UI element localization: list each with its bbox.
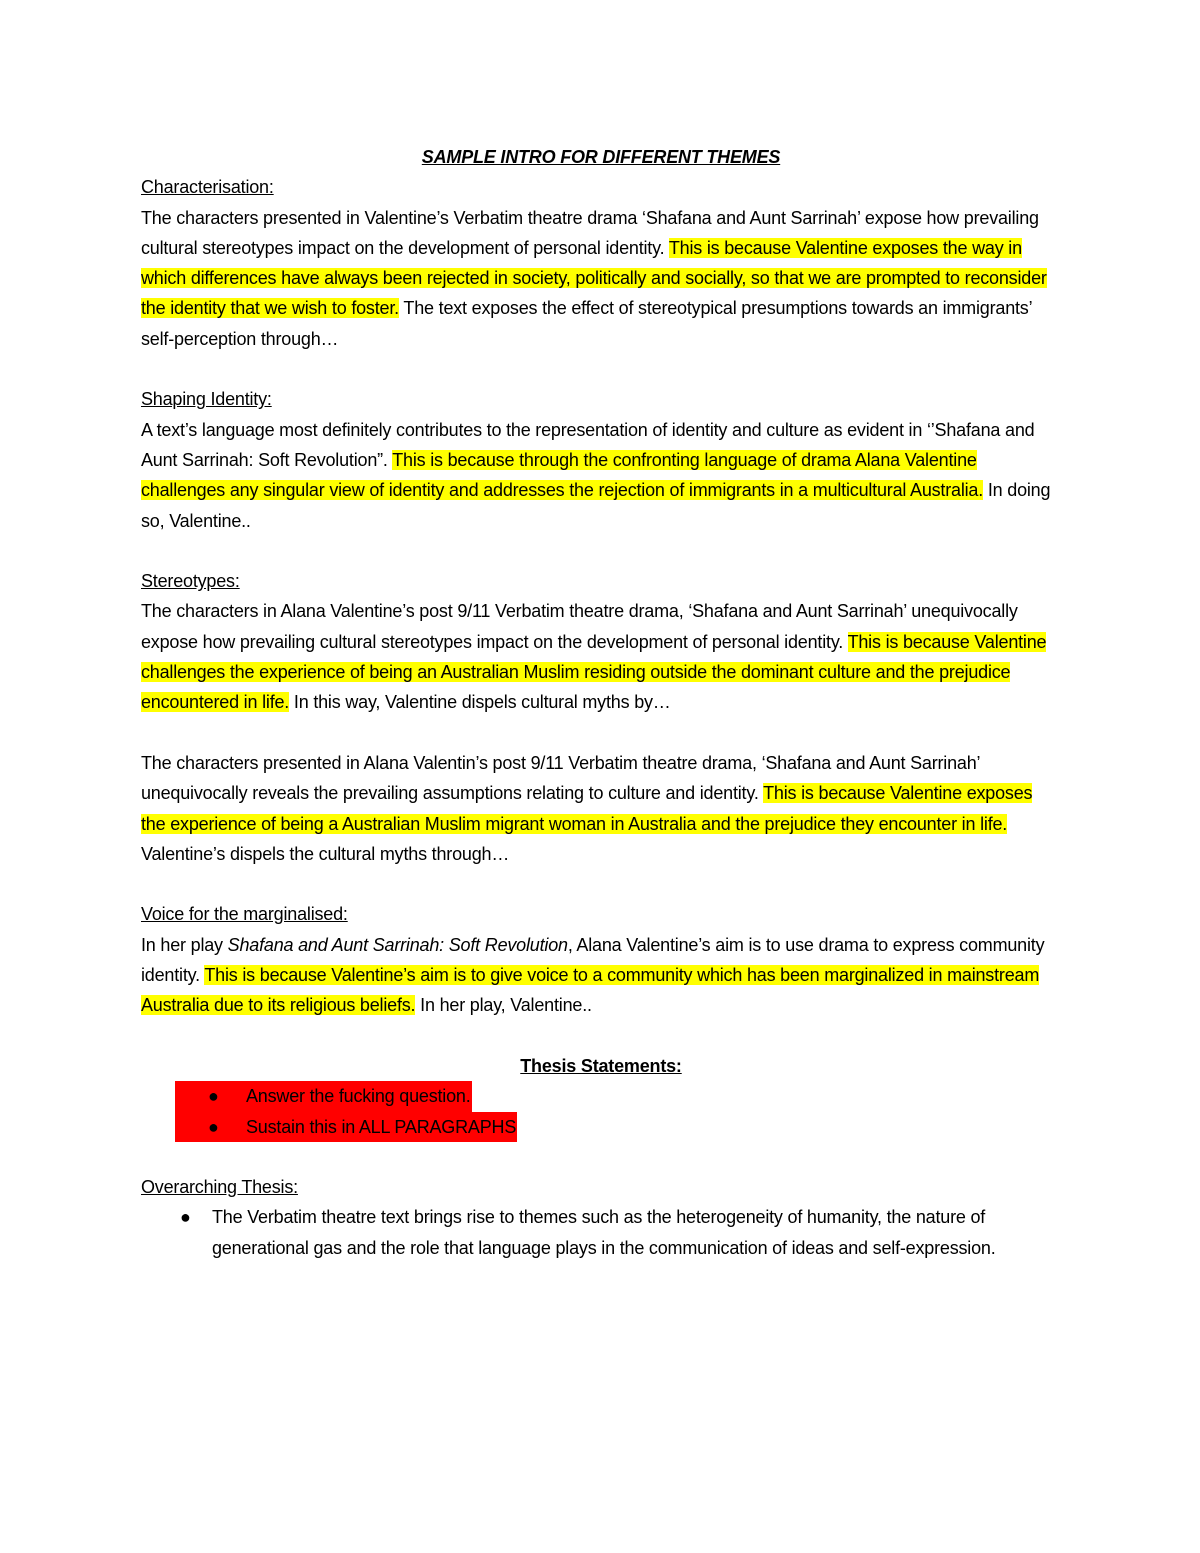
characterisation-text-a: The characters presented in Valentine’s Verbatim theatre drama ‘Shafana and Aunt Sarrinah’ expose how prevailing cultural stereotypes impact on the development of personal identity.	[141, 207, 1039, 258]
section-heading-overarching: Overarching Thesis:	[141, 1177, 298, 1198]
shaping-identity-paragraph	[141, 415, 1061, 536]
shaping-identity-text-b: In doing so, Valentine..	[141, 480, 1051, 531]
stereotypes-paragraph-2	[141, 748, 1061, 869]
thesis-bullet-highlight	[175, 1112, 517, 1142]
thesis-statements-heading: Thesis Statements:	[520, 1055, 682, 1076]
bullet-icon: ●	[180, 1207, 191, 1228]
voice-italic-title: Shafana and Aunt Sarrinah: Soft Revolution	[227, 934, 568, 955]
voice-paragraph	[141, 930, 1061, 1021]
shaping-identity-text-a: A text’s language most definitely contributes to the representation of identity and culture as evident in ‘’Shafana and Aunt Sarrinah: Soft Revolution”.	[141, 419, 1035, 470]
section-heading-characterisation: Characterisation:	[141, 177, 274, 198]
bullet-icon: ●	[208, 1116, 219, 1137]
section-heading-shaping-identity: Shaping Identity:	[141, 389, 272, 410]
characterisation-paragraph	[141, 203, 1061, 354]
overarching-bullet-text: The Verbatim theatre text brings rise to themes such as the heterogeneity of humanity, the nature of generational gas and the role that language plays in the communication of ideas and self-expression.	[212, 1207, 996, 1258]
overarching-bullet-list	[141, 1202, 1061, 1263]
thesis-bullet-text: Sustain this in ALL PARAGRAPHS	[246, 1116, 517, 1137]
stereotypes-p2-text-a: The characters presented in Alana Valentin’s post 9/11 Verbatim theatre drama, ‘Shafana and Aunt Sarrinah’ unequivocally reveals the prevailing assumptions relating to culture and identity.	[141, 752, 980, 804]
stereotypes-p1-text-b: In this way, Valentine dispels cultural myths by…	[289, 692, 671, 713]
section-heading-stereotypes: Stereotypes:	[141, 571, 240, 592]
stereotypes-p2-highlight: This is because Valentine exposes the experience of being a Australian Muslim migrant woman in Australia and the prejudice they encounter in life.	[141, 783, 1033, 834]
shaping-identity-highlight: This is because through the confronting language of drama Alana Valentine challenges any singular view of identity and addresses the rejection of immigrants in a multicultural Australia.	[141, 449, 984, 501]
thesis-bullet-list	[141, 1081, 1061, 1142]
stereotypes-paragraph-1	[141, 596, 1061, 717]
voice-highlight: This is because Valentine’s aim is to give voice to a community which has been marginalized in mainstream Australia due to its religious beliefs.	[141, 965, 1040, 1016]
list-item	[141, 1202, 1061, 1263]
stereotypes-p2-text-b: Valentine’s dispels the cultural myths through…	[141, 843, 510, 864]
thesis-bullet-highlight	[175, 1081, 472, 1111]
thesis-bullet-text: Answer the fucking question.	[246, 1086, 471, 1107]
list-item	[141, 1112, 1061, 1142]
voice-text-b: , Alana Valentine’s aim is to use drama to express community identity.	[141, 934, 1045, 986]
list-item	[141, 1081, 1061, 1111]
stereotypes-p1-text-a: The characters in Alana Valentine’s post 9/11 Verbatim theatre drama, ‘Shafana and Aunt Sarrinah’ unequivocally expose how prevailing cultural stereotypes impact on the development of personal identity.	[141, 601, 1018, 652]
document-page	[141, 142, 1061, 1263]
document-title: SAMPLE INTRO FOR DIFFERENT THEMES	[421, 147, 781, 167]
voice-text-a: In her play	[141, 934, 228, 955]
voice-text-c: In her play, Valentine..	[415, 995, 592, 1016]
bullet-icon: ●	[208, 1086, 219, 1107]
section-heading-voice: Voice for the marginalised:	[141, 904, 348, 925]
stereotypes-p1-highlight: This is because Valentine challenges the experience of being an Australian Muslim residing outside the dominant culture and the prejudice encountered in life.	[141, 631, 1047, 713]
characterisation-highlight: This is because Valentine exposes the way in which differences have always been rejected in society, politically and socially, so that we are prompted to reconsider the identity that we wish to foster.	[141, 237, 1047, 319]
characterisation-text-b: The text exposes the effect of stereotypical presumptions towards an immigrants’ self-perception through…	[141, 298, 1032, 349]
